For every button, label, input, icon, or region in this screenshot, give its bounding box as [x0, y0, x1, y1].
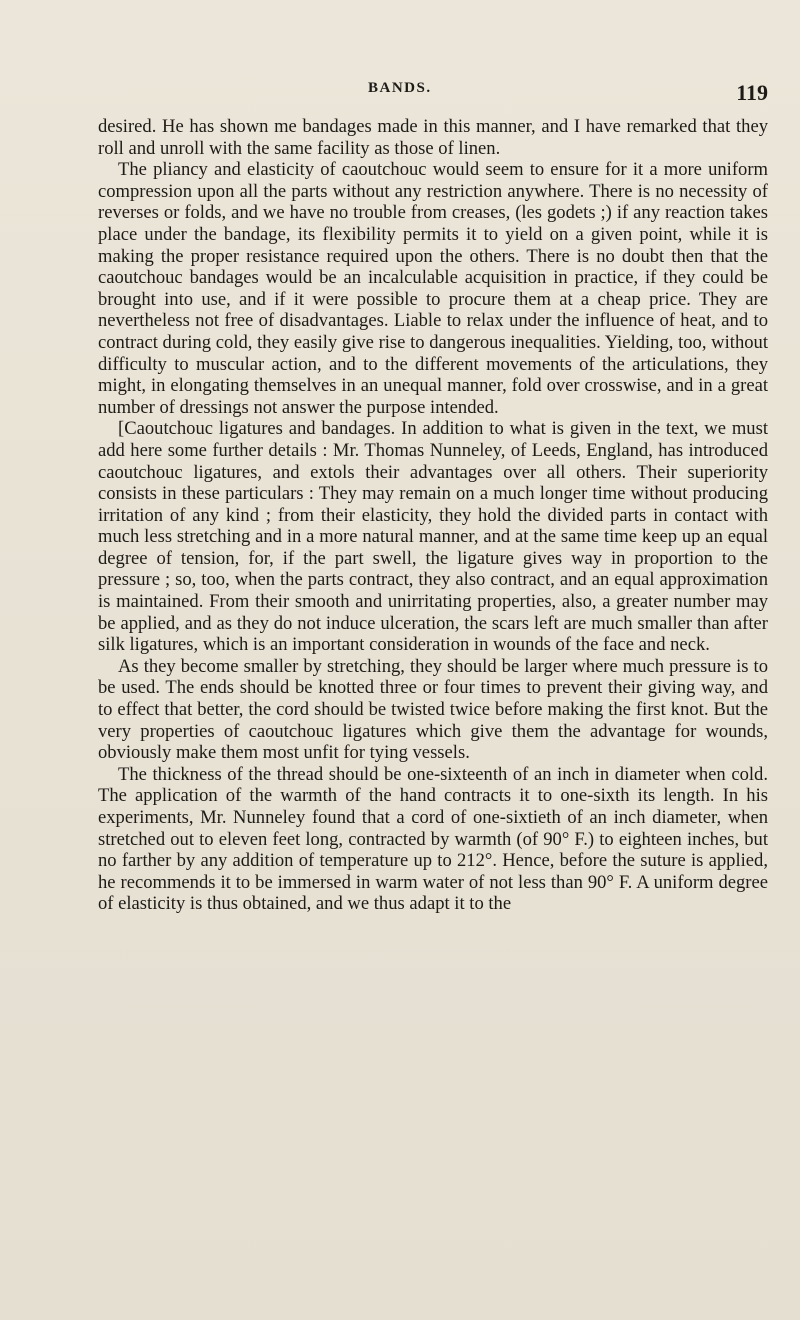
paragraph-caoutchouc-ligatures: [Caoutchouc ligatures and bandages. In addition to what is given in the text, we must add here some further details : Mr. Thomas Nunneley, of Leeds, England, has introduced caoutchouc ligatures, and extols their advantages over all others. Their superiority consists in these particulars : They may remain on a much longer time without producing irritation of any kind ; from their elasticity, they hold the divided parts in contact with much less stretching and in a more natural manner, and at the same time keep up an equal degree of tension, for, if the part swell, the ligature gives way in proportion to the pressure ; so, too, when the parts contract, they also contract, and an equal approximation is maintained. From their smooth and unirritating properties, also, a greater number may be applied, and as they do not induce ulceration, the scars left are much smaller than after silk ligatures, which is an important consideration in wounds of the face and neck.: [98, 418, 768, 656]
page-number: 119: [736, 80, 768, 105]
paragraph-stretching: As they become smaller by stretching, they should be larger where much pressure is to be used. The ends should be knotted three or four times to prevent their giving way, and to effect that better, the cord should be twisted twice before making the first knot. But the very properties of caoutchouc ligatures which give them the advantage for wounds, obviously make them most unfit for tying vessels.: [98, 655, 768, 764]
body-text: [98, 116, 768, 915]
paragraph-continuation: desired. He has shown me bandages made in this manner, and I have remarked that they roll and unroll with the same facility as those of linen.: [98, 116, 768, 159]
paragraph-thread-thickness: The thickness of the thread should be one-sixteenth of an inch in diameter when cold. The application of the warmth of the hand contracts it to one-sixth its length. In his experiments, Mr. Nunneley found that a cord of one-sixtieth of an inch diameter, when stretched out to eleven feet long, contracted by warmth (of 90° F.) to eighteen inches, but no farther by any addition of temperature up to 212°. Hence, before the suture is applied, he recommends it to be immersed in warm water of not less than 90° F. A uniform degree of elasticity is thus obtained, and we thus adapt it to the: [98, 763, 768, 915]
running-title: BANDS.: [368, 80, 432, 96]
running-head: [98, 80, 768, 112]
paragraph-pliancy: The pliancy and elasticity of caoutchouc would seem to ensure for it a more uniform compression upon all the parts without any restriction anywhere. There is no necessity of reverses or folds, and we have no trouble from creases, (les godets ;) if any reaction takes place under the bandage, its flexibility permits it to yield on a given point, while it is making the proper resistance required upon the others. There is no doubt then that the caoutchouc bandages would be an incalculable acquisition in practice, if they could be brought into use, and if it were possible to procure them at a cheap price. They are nevertheless not free of disadvantages. Liable to relax under the influence of heat, and to contract during cold, they easily give rise to dangerous inequalities. Yielding, too, without difficulty to muscular action, and to the different movements of the articulations, they might, in elongating themselves in an unequal manner, fold over crosswise, and in a great number of dressings not answer the purpose intended.: [98, 159, 768, 418]
